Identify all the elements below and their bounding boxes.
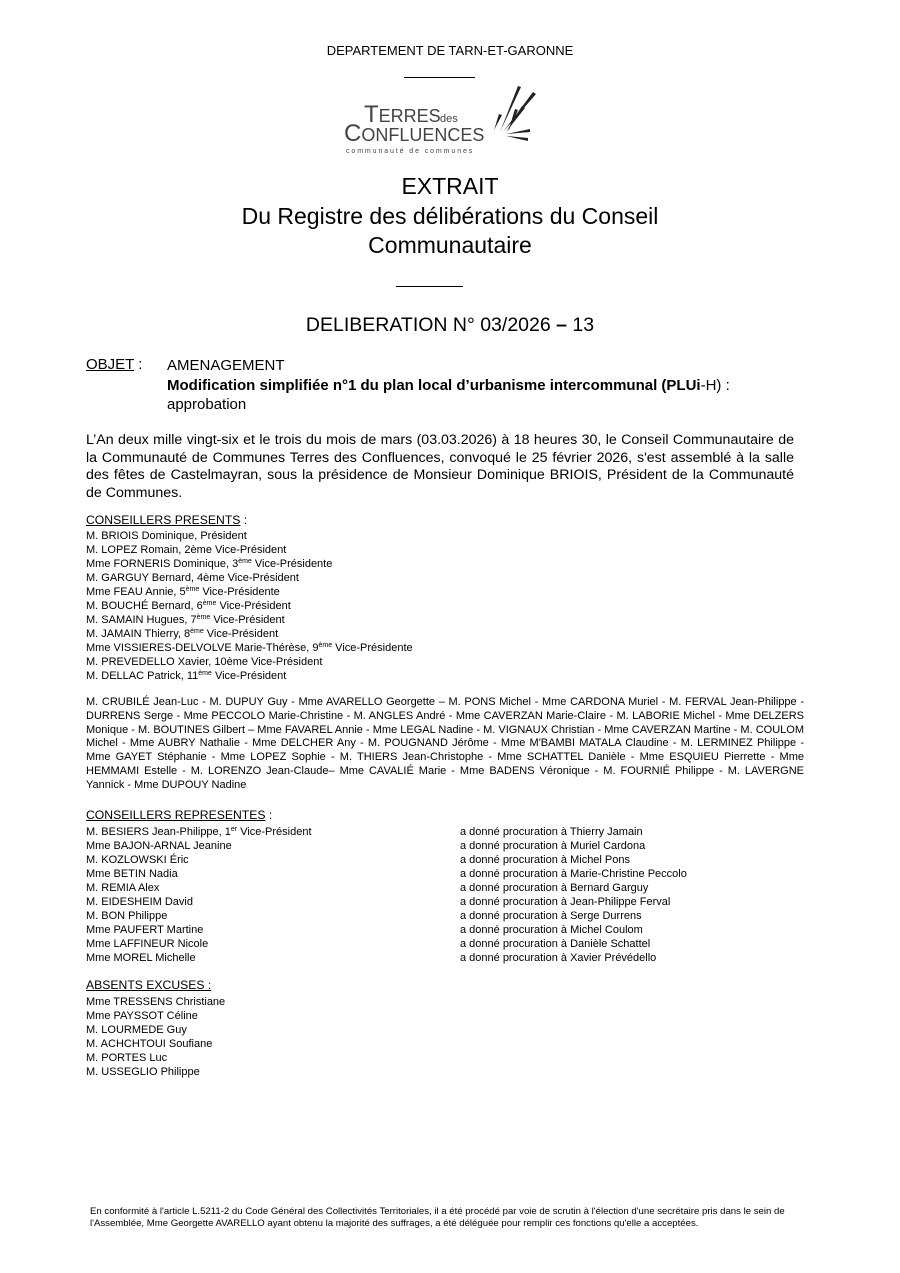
bureau-member: Mme FEAU Annie, 5ème Vice-Présidente — [86, 586, 280, 598]
objet-label: OBJET : — [86, 356, 143, 373]
svg-text:des: des — [440, 113, 458, 125]
proxy-holder: a donné procuration à Danièle Schattel — [460, 938, 651, 950]
absent-member: M. ACHCHTOUI Soufiane — [86, 1038, 213, 1050]
absent-member: M. LOURMEDE Guy — [86, 1024, 187, 1036]
bureau-member: M. SAMAIN Hugues, 7ème Vice-Président — [86, 614, 285, 626]
header-divider — [404, 77, 475, 78]
bureau-member: M. BOUCHÉ Bernard, 6ème Vice-Président — [86, 600, 291, 612]
bureau-member: Mme VISSIERES-DELVOLVE Marie-Thérèse, 9ème Vice-Présidente — [86, 642, 413, 654]
svg-text:TERRES: TERRES — [364, 101, 441, 128]
represented-member: M. REMIA Alex — [86, 882, 160, 894]
svg-text:communauté de communes: communauté de communes — [346, 148, 475, 155]
represented-member: Mme MOREL Michelle — [86, 952, 196, 964]
proxy-holder: a donné procuration à Michel Pons — [460, 854, 630, 866]
represented-proxies — [460, 825, 687, 965]
proxy-holder: a donné procuration à Jean-Philippe Ferval — [460, 896, 671, 908]
objet-subject: Modification simplifiée n°1 du plan local d’urbanisme intercommunal (PLUi-H) : — [167, 376, 730, 394]
represented-member: Mme BAJON-ARNAL Jeanine — [86, 840, 232, 852]
footer-note: En conformité à l'article L.5211-2 du Code Général des Collectivités Territoriales, il a été procédé par voie de scrutin à l'élection d'une secrétaire pris dans le sein de l'Assemblée, Mme Georgette AVARELLO ayant obtenu la majorité des suffrages, a été déléguée pour remplir ces fonctions qu'elle a acceptées. — [90, 1206, 785, 1229]
proxy-holder: a donné procuration à Serge Durrens — [460, 910, 642, 922]
svg-text:CONFLUENCES: CONFLUENCES — [344, 120, 485, 147]
proxy-holder: a donné procuration à Michel Coulom — [460, 924, 643, 936]
bureau-member: M. BRIOIS Dominique, Président — [86, 530, 247, 542]
represented-member: Mme PAUFERT Martine — [86, 924, 204, 936]
absents-list — [86, 995, 225, 1079]
session-intro: L’An deux mille vingt-six et le trois du mois de mars (03.03.2026) à 18 heures 30, le Conseil Communautaire de la Communauté de Communes Terres des Confluences, convoqué le 25 février 2026, s'est assemblé à la salle des fêtes de Castelmayran, sous la présidence de Monsieur Dominique BRIOIS, Président de la Communauté de Communes. — [86, 432, 794, 501]
bureau-member: M. JAMAIN Thierry, 8ème Vice-Président — [86, 628, 279, 640]
absent-member: Mme PAYSSOT Céline — [86, 1010, 198, 1022]
absent-member: M. PORTES Luc — [86, 1052, 168, 1064]
proxy-holder: a donné procuration à Bernard Garguy — [460, 882, 649, 894]
absents-heading: ABSENTS EXCUSES : — [86, 978, 212, 992]
represented-member: M. BON Philippe — [86, 910, 168, 922]
represented-names — [86, 825, 312, 965]
presents-heading: CONSEILLERS PRESENTS : — [86, 513, 248, 527]
represented-member: M. KOZLOWSKI Éric — [86, 854, 189, 866]
proxy-holder: a donné procuration à Marie-Christine Peccolo — [460, 868, 687, 880]
document-subtitle: Du Registre des délibérations du Conseil Communautaire — [241, 203, 659, 258]
department-header: DEPARTEMENT DE TARN-ET-GARONNE — [326, 43, 574, 58]
terres-des-confluences-logo — [340, 84, 545, 156]
objet-theme: AMENAGEMENT — [167, 357, 285, 374]
represented-member: M. BESIERS Jean-Philippe, 1er Vice-Président — [86, 826, 312, 838]
objet-subject-line2: approbation — [167, 396, 247, 413]
other-councillors-present: M. CRUBILÉ Jean-Luc - M. DUPUY Guy - Mme AVARELLO Georgette – M. PONS Michel - Mme CARDONA Muriel - M. FERVAL Jean-Philippe - DURRENS Serge - Mme PECCOLO Marie-Christine - M. ANGLES André - Mme CAVERZAN Marie-Claire - M. LABORIE Michel - Mme DELZERS Monique - M. BOUTINES Gilbert – Mme FAVAREL Annie - Mme LEGAL Nadine - M. VIGNAUX Christian - Mme CAVERZAN Martine - M. COULOM Michel - Mme AUBRY Nathalie - Mme DELCHER Any - M. POUGNAND Jérôme - Mme M'BAMBI MATALA Claudine - M. LERMINEZ Philippe - Mme GAYET Stéphanie - Mme LOPEZ Sophie - M. THIERS Jean-Christophe - Mme SCHATTEL Danièle - Mme ESQUIEU Pierrette - Mme HEMMAMI Estelle - M. LORENZO Jean-Claude– Mme CAVALIÉ Marie - Mme BADENS Véronique - M. FOURNIÉ Philippe - M. LAVERGNE Yannick - Mme DUPOUY Nadine — [86, 696, 804, 791]
bureau-member: Mme FORNERIS Dominique, 3ème Vice-Présidente — [86, 558, 333, 570]
represented-heading: CONSEILLERS REPRESENTES : — [86, 808, 273, 822]
bureau-member: M. DELLAC Patrick, 11ème Vice-Président — [86, 670, 287, 682]
absent-member: Mme TRESSENS Christiane — [86, 996, 226, 1008]
bureau-list — [86, 529, 413, 683]
absent-member: M. USSEGLIO Philippe — [86, 1066, 200, 1078]
document-title: EXTRAIT — [401, 173, 499, 199]
proxy-holder: a donné procuration à Xavier Prévédello — [460, 952, 657, 964]
represented-member: M. EIDESHEIM David — [86, 896, 193, 908]
proxy-holder: a donné procuration à Muriel Cardona — [460, 840, 646, 852]
represented-member: Mme BETIN Nadia — [86, 868, 178, 880]
bureau-member: M. GARGUY Bernard, 4ème Vice-Président — [86, 572, 299, 584]
objet-body — [167, 356, 817, 415]
title-divider — [396, 286, 463, 287]
bureau-member: M. LOPEZ Romain, 2ème Vice-Président — [86, 544, 287, 556]
deliberation-number: DELIBERATION N° 03/2026 – 13 — [305, 314, 595, 336]
proxy-holder: a donné procuration à Thierry Jamain — [460, 826, 643, 838]
logo-rays-icon — [494, 86, 536, 141]
represented-member: Mme LAFFINEUR Nicole — [86, 938, 209, 950]
bureau-member: M. PREVEDELLO Xavier, 10ème Vice-Président — [86, 656, 323, 668]
